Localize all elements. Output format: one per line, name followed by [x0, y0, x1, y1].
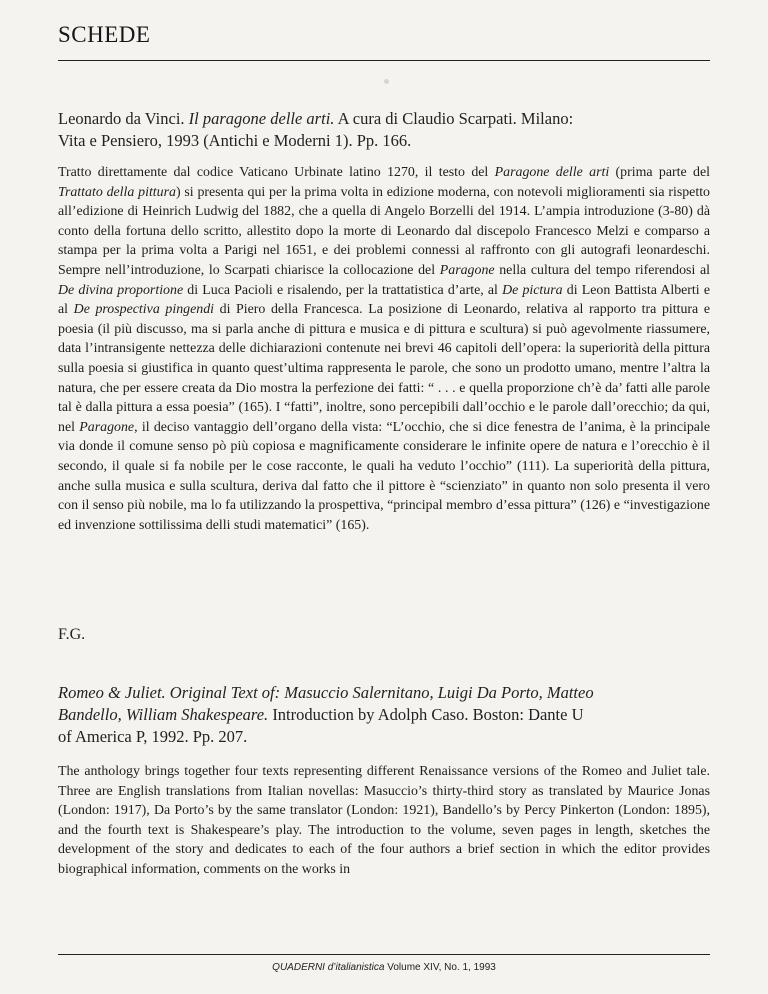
review-heading-1: [58, 108, 710, 152]
footer-rule: [58, 954, 710, 955]
journal-name: QUADERNI: [272, 962, 325, 973]
review-book-title: Il paragone delle arti.: [188, 109, 335, 128]
header-rule: [58, 60, 710, 61]
review-body-2: The anthology brings together four texts representing different Renaissance versions of the Romeo and Juliet tale. Three are English translations from Italian novellas: Masuccio’s thirty-third story as translated by Maurice Jonas (London: 1917), Da Porto’s by the same translator (London: 1921), Bandello’s by Percy Pinkerton (London: 1895), and the fourth text is Shakespeare’s play. The introduction to the volume, seven pages in length, sketches the development of the story and dedicates to each of the four authors a brief section in which the editor provides biographical information, comments on the works in: [58, 764, 710, 877]
page-speck: [384, 79, 389, 84]
review-publication-details: A cura di Claudio Scarpati. Milano:: [337, 109, 574, 128]
journal-name-suffix: d’italianistica: [327, 962, 385, 973]
journal-volume: Volume XIV, No. 1, 1993: [387, 962, 496, 973]
review-body-1: Tratto direttamente dal codice Vaticano Urbinate latino 1270, il testo del Paragone delle arti (prima parte del Trattato della pittura) si presenta qui per la prima volta in edizione moderna, con notevoli miglioramenti sia rispetto all’edizione di Heinrich Ludwig del 1882, che a quella di Angelo Borzelli del 1914. L’ampia introduzione (3-80) dà conto della fortuna dello scritto, allestito dopo la morte di Leonardo dal discepolo Francesco Melzi e comparso a stampa per la prima volta a Parigi nel 1651, e dei problemi connessi al raffronto con gli autografi leonardeschi. Sempre nell’introduzione, lo Scarpati chiarisce la collocazione del Paragone nella cultura del tempo riferendosi al De divina proportione di Luca Pacioli e risalendo, per la trattatistica d’arte, al De pictura di Leon Battista Alberti e al De prospectiva pingendi di Piero della Francesca. La posizione di Leonardo, relativa al rapporto tra pittura e poesia (il più discusso, ma si parla anche di pittura e musica e di pittura e scultura) si può agevolmente riassumere, data l’intransigente nettezza delle dichiarazioni contenute nei brevi 46 capitoli dell’opera: la superiorità della pittura sulla poesia si giustifica in quanto quest’ultima rappresenta le parole, che sono un prodotto umano, mentre l’altra la natura, che per essere creata da Dio mostra la perfezione dei fatti: “ . . . e quella proporzione ch’è da’ fatti alle parole tal è dalla pittura a essa poesia” (165). I “fatti”, inoltre, sono percepibili dall’occhio e le parole dall’orecchio; da qui, nel Paragone, il deciso vantaggio dell’organo della vista: “L’occhio, che si dice fenestra de l’anima, è la principale via donde il comune senso pò più copiosa e magnificamente considerare le infinite opere de natura e l’orecchio è il secondo, il quale si fa nobile per le cose racconte, le quali ha veduto l’occhio” (111). La superiorità della pittura, anche sulla musica e sulla scultura, deriva dal fatto che il pittore è “scienziato” in quanto non solo presenta il vero con il senso più nobile, ma lo fa utilizzando la prospettiva, “principal membro d’essa pittura” (126) e “investigazione ed invenzione sottilissima delli studi matematici” (165).: [58, 165, 711, 533]
review-author: Leonardo da Vinci.: [58, 109, 185, 128]
journal-footer: [0, 962, 768, 973]
review-heading-2: [58, 682, 710, 748]
reviewer-signature: F.G.: [58, 626, 86, 643]
review-publication-details-2: Vita e Pensiero, 1993 (Antichi e Moderni 1). Pp. 166.: [58, 131, 412, 150]
review-book-title-2b: Bandello, William Shakespeare.: [58, 705, 269, 724]
review-book-title-2: Romeo & Juliet. Original Text of: Masuccio Salernitano, Luigi Da Porto, Matteo: [58, 683, 594, 702]
review-publication-details-4: of America P, 1992. Pp. 207.: [58, 727, 248, 746]
review-publication-details-3: Introduction by Adolph Caso. Boston: Dante U: [272, 705, 584, 724]
section-title: SCHEDE: [58, 22, 151, 47]
